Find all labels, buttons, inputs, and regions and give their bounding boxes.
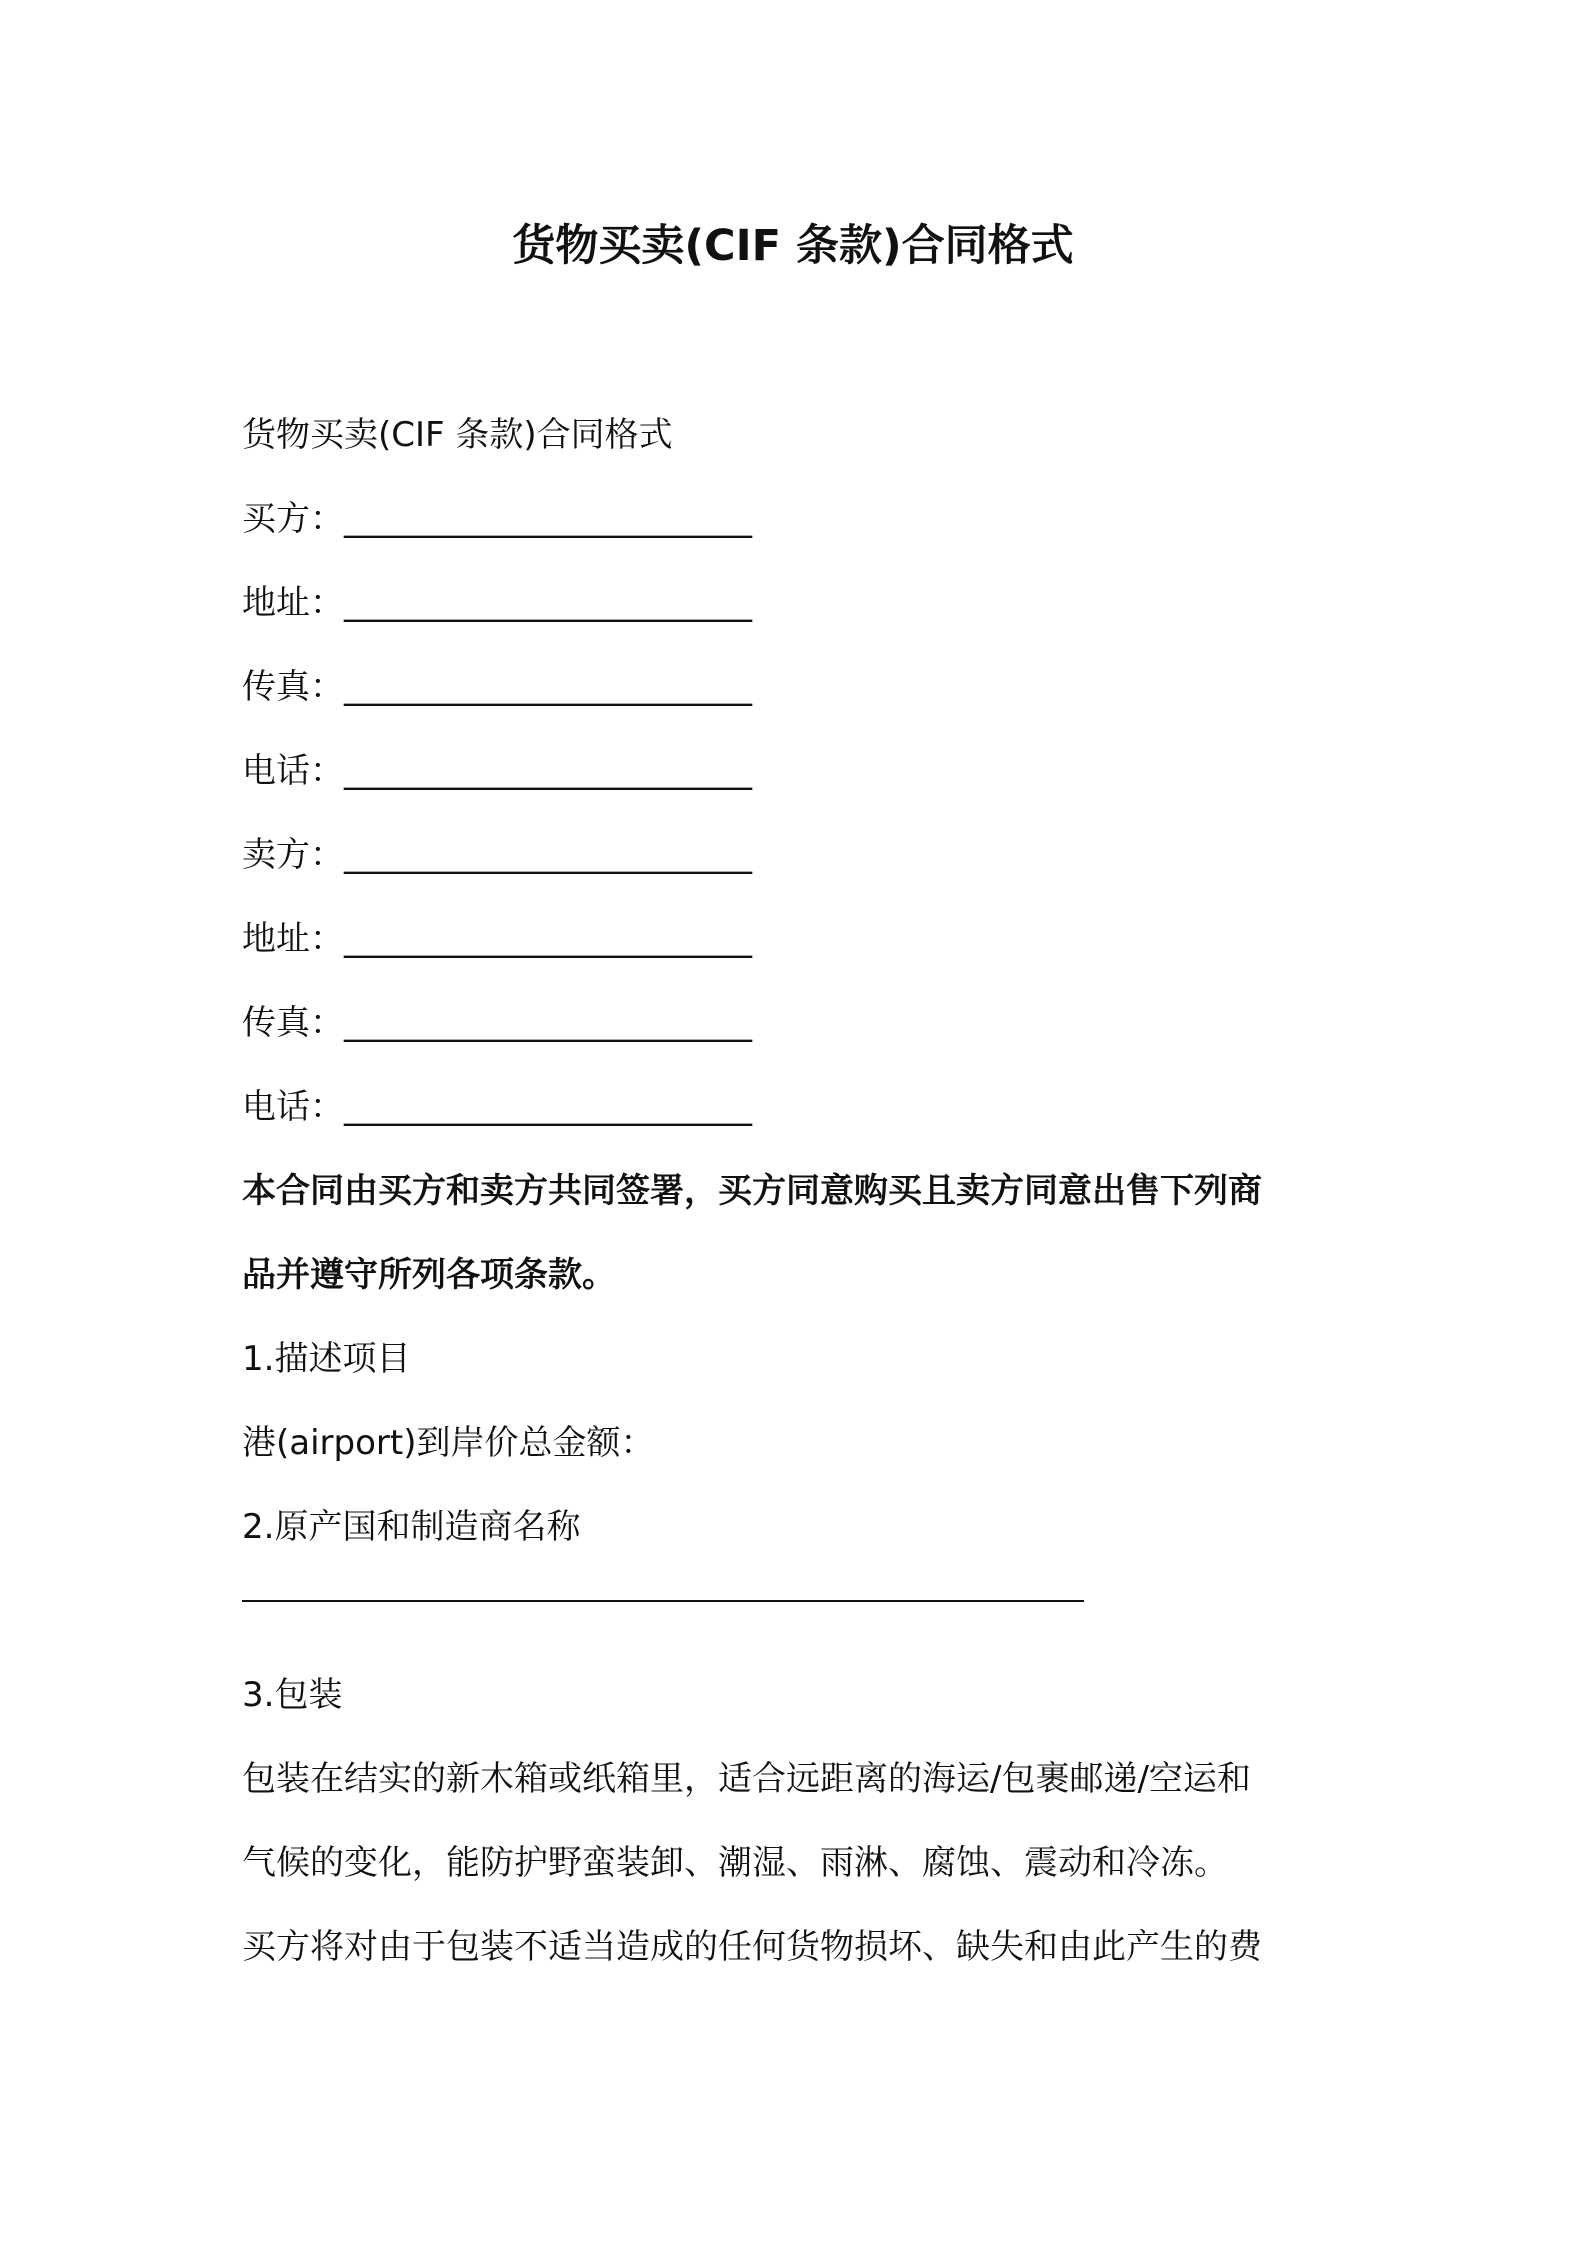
field-blank: ________________________ — [344, 1003, 752, 1043]
section-1-heading: 1.描述项目 — [242, 1339, 411, 1379]
intro-line-1: 本合同由买方和卖方共同签署，买方同意购买且卖方同意出售下列商 — [242, 1171, 1262, 1211]
buyer-name-field — [242, 494, 752, 544]
field-blank: ________________________ — [344, 835, 752, 875]
buyer-fax-field — [242, 662, 752, 712]
field-label: 地址： — [242, 919, 344, 959]
section-3-paragraph-line-3: 买方将对由于包装不适当造成的任何货物损坏、缺失和由此产生的费 — [242, 1927, 1262, 1967]
field-blank: ________________________ — [344, 919, 752, 959]
field-label: 电话： — [242, 751, 344, 791]
field-blank: ________________________ — [344, 751, 752, 791]
field-label: 传真： — [242, 1003, 344, 1043]
intro-line-2: 品并遵守所列各项条款。 — [242, 1255, 616, 1295]
seller-phone-field — [242, 1082, 752, 1132]
section-2-heading: 2.原产国和制造商名称 — [242, 1507, 581, 1547]
buyer-phone-field — [242, 746, 752, 796]
section-3-paragraph-line-1: 包装在结实的新木箱或纸箱里，适合远距离的海运/包裹邮递/空运和 — [242, 1759, 1251, 1799]
seller-address-field — [242, 914, 752, 964]
section-3-heading: 3.包装 — [242, 1675, 343, 1715]
field-label: 买方： — [242, 499, 344, 539]
document-subtitle: 货物买卖(CIF 条款)合同格式 — [242, 415, 673, 455]
manufacturer-blank-line — [242, 1600, 1084, 1602]
field-label: 地址： — [242, 583, 344, 623]
section-3-paragraph-line-2: 气候的变化，能防护野蛮装卸、潮湿、雨淋、腐蚀、震动和冷冻。 — [242, 1843, 1228, 1883]
field-label: 卖方： — [242, 835, 344, 875]
field-blank: ________________________ — [344, 499, 752, 539]
section-1-text: 港(airport)到岸价总金额： — [242, 1423, 655, 1463]
field-blank: ________________________ — [344, 583, 752, 623]
seller-fax-field — [242, 998, 752, 1048]
field-label: 传真： — [242, 667, 344, 707]
field-blank: ________________________ — [344, 667, 752, 707]
field-blank: ________________________ — [344, 1087, 752, 1127]
field-label: 电话： — [242, 1087, 344, 1127]
seller-name-field — [242, 830, 752, 880]
buyer-address-field — [242, 578, 752, 628]
document-title: 货物买卖(CIF 条款)合同格式 — [512, 221, 1074, 271]
